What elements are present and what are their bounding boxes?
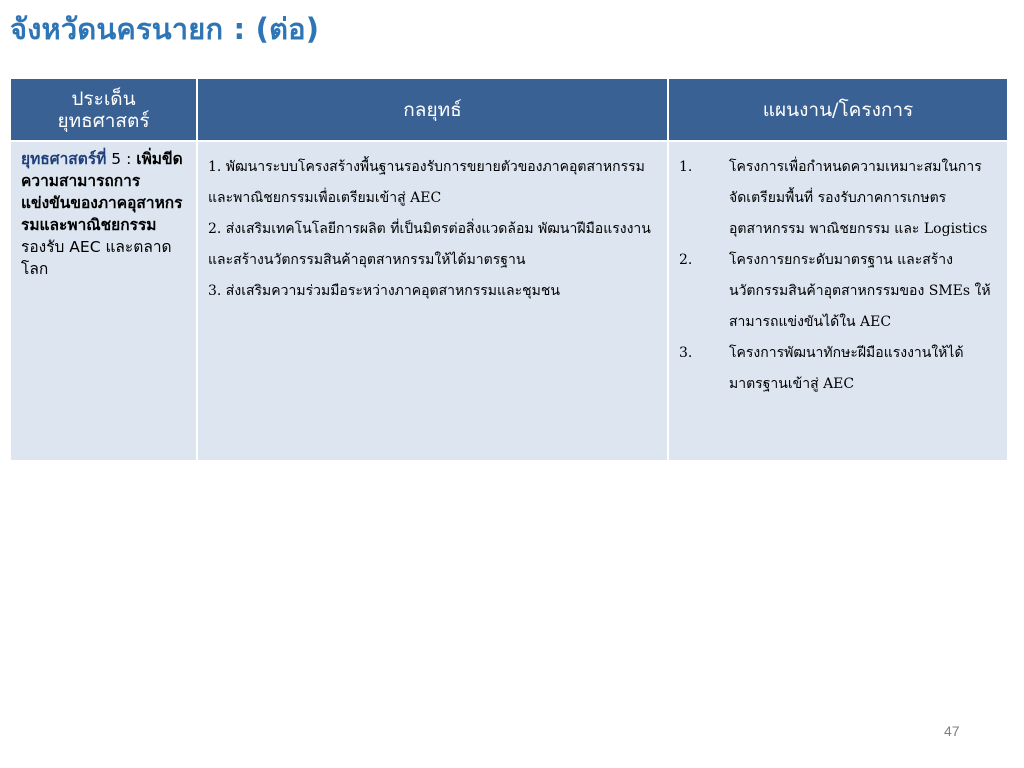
table-header-row xyxy=(10,78,1008,141)
table-row xyxy=(10,141,1008,461)
projects-cell xyxy=(668,141,1008,461)
header-plans-projects: แผนงาน/โครงการ xyxy=(668,78,1008,141)
strategy-cell xyxy=(197,141,668,461)
project-item xyxy=(679,152,997,245)
issue-tail: รองรับ AEC และตลาดโลก xyxy=(21,238,172,278)
strategy-item: 1. พัฒนาระบบโครงสร้างพื้นฐานรองรับการขยายตัวของภาคอุตสาหกรรมและพาณิชยกรรมเพื่อเตรียมเข้าสู่ AEC xyxy=(208,159,645,206)
project-item xyxy=(679,338,997,400)
project-text: โครงการยกระดับมาตรฐาน และสร้างนวัตกรรมสินค้าอุตสาหกรรมของ SMEs ให้สามารถแข่งขันได้ใน AEC xyxy=(729,252,991,330)
projects-list xyxy=(669,142,1007,400)
header-strategy: กลยุทธ์ xyxy=(197,78,668,141)
issue-label: ยุทธศาสตร์ที่ xyxy=(21,150,107,168)
page-number: 47 xyxy=(944,723,960,739)
strategic-issue-cell xyxy=(10,141,197,461)
project-item xyxy=(679,245,997,338)
issue-number: 5 : xyxy=(106,150,132,168)
project-number: 2. xyxy=(679,252,693,268)
strategy-item: 3. ส่งเสริมความร่วมมือระหว่างภาคอุตสาหกรรมและชุมชน xyxy=(208,283,560,299)
project-number: 1. xyxy=(679,159,693,175)
project-text: โครงการเพื่อกำหนดความเหมาะสมในการจัดเตรียมพื้นที่ รองรับภาคการเกษตร อุตสาหกรรม พาณิชยกรรม และ Logistics xyxy=(729,159,988,237)
project-text: โครงการพัฒนาทักษะฝีมือแรงงานให้ได้มาตรฐานเข้าสู่ AEC xyxy=(729,345,964,392)
strategy-table xyxy=(9,77,1009,462)
header-strategic-issue: ประเด็น ยุทธศาสตร์ xyxy=(10,78,197,141)
issue-body: เพิ่มขีดความสามารถการแข่งขันของภาคอุสาหกรรมและพาณิชยกรรม xyxy=(21,150,183,234)
strategy-item: 2. ส่งเสริมเทคโนโลยีการผลิต ที่เป็นมิตรต่อสิ่งแวดล้อม พัฒนาฝีมือแรงงาน และสร้างนวัตกรรมสินค้าอุตสาหกรรมให้ได้มาตรฐาน xyxy=(208,221,651,268)
project-number: 3. xyxy=(679,345,693,361)
slide-title: จังหวัดนครนายก : (ต่อ) xyxy=(10,12,320,46)
